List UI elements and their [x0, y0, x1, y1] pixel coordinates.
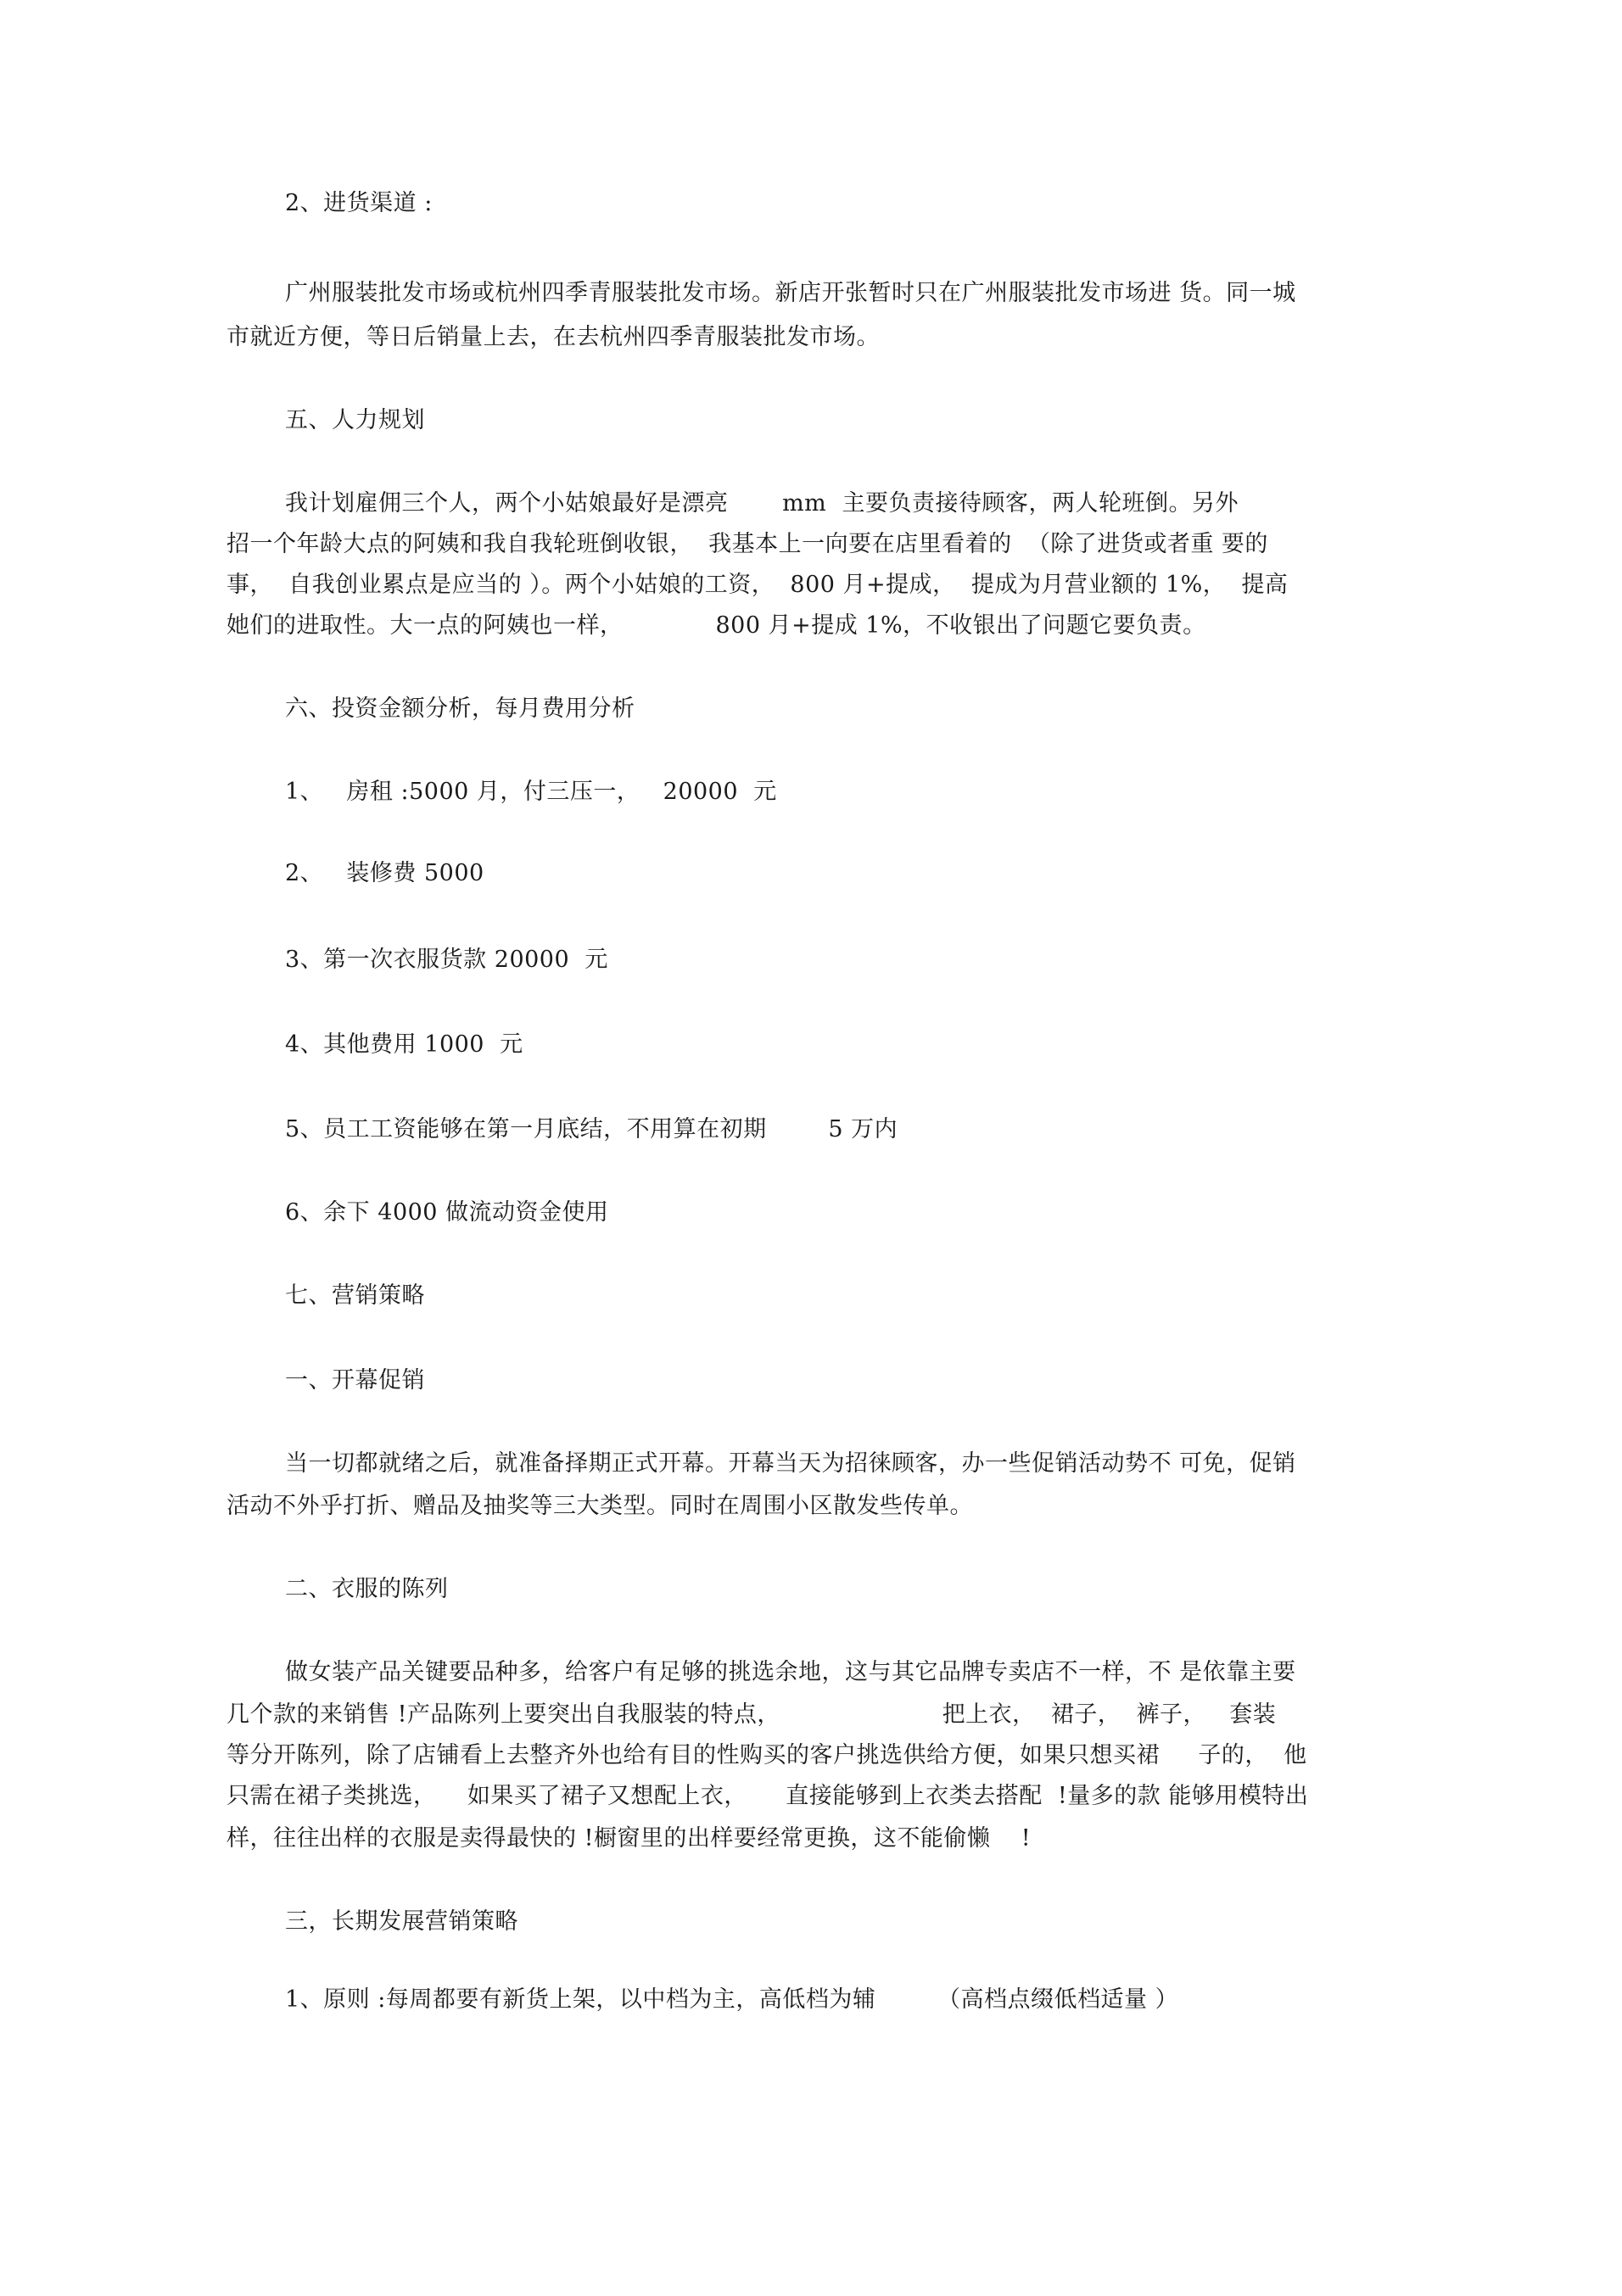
paragraph-line: 当一切都就绪之后，就准备择期正式开幕。开幕当天为招徕顾客，办一些促销活动势不 可免，促销: [285, 1450, 1296, 1477]
heading-staffing: 五、人力规划: [285, 407, 425, 433]
paragraph-line: 做女装产品关键要品种多，给客户有足够的挑选余地，这与其它品牌专卖店不一样，不 是依靠主要: [285, 1659, 1296, 1685]
paragraph-line: 活动不外乎打折、赠品及抽奖等三大类型。同时在周围小区散发些传单。: [227, 1493, 973, 1519]
paragraph-line: 广州服装批发市场或杭州四季青服装批发市场。新店开张暂时只在广州服装批发市场进 货。同一城: [285, 280, 1296, 306]
paragraph-line: 只需在裙子类挑选， 如果买了裙子又想配上衣， 直接能够到上衣类去搭配 !量多的款 能够用模特出: [227, 1783, 1309, 1809]
paragraph-line: 事， 自我创业累点是应当的 ）。两个小姑娘的工资， 800 月+提成， 提成为月营业额的 1%， 提高: [227, 572, 1289, 598]
list-item: 2、 装修费 5000: [285, 860, 484, 886]
heading-marketing: 七、营销策略: [285, 1282, 425, 1309]
heading-display: 二、衣服的陈列: [285, 1576, 449, 1602]
paragraph-line: 等分开陈列，除了店铺看上去整齐外也给有目的性购买的客户挑选供给方便，如果只想买裙 子的， 他: [227, 1742, 1307, 1768]
list-item: 3、第一次衣服货款 20000 元: [285, 947, 608, 973]
heading-opening-promotion: 一、开幕促销: [285, 1367, 425, 1394]
list-item: 5、员工工资能够在第一月底结，不用算在初期 5 万内: [285, 1116, 898, 1142]
paragraph-line: 她们的进取性。大一点的阿姨也一样， 800 月+提成 1%，不收银出了问题它要负责。: [227, 612, 1206, 639]
paragraph-line: 招一个年龄大点的阿姨和我自我轮班倒收银， 我基本上一向要在店里看着的 （除了进货或者重 要的: [227, 531, 1268, 557]
paragraph-line: 市就近方便，等日后销量上去，在去杭州四季青服装批发市场。: [227, 324, 880, 350]
heading-investment: 六、投资金额分析，每月费用分析: [285, 696, 635, 722]
paragraph-line: 样，往往出样的衣服是卖得最快的 !橱窗里的出样要经常更换，这不能偷懒 !: [227, 1825, 1032, 1852]
paragraph-line: 我计划雇佣三个人，两个小姑娘最好是漂亮 mm 主要负责接待顾客，两人轮班倒。另外: [285, 490, 1239, 517]
heading-purchase-channel: 2、进货渠道 :: [285, 190, 433, 216]
list-item: 6、余下 4000 做流动资金使用: [285, 1199, 609, 1226]
list-item: 1、原则 :每周都要有新货上架，以中档为主，高低档为辅 （高档点缀低档适量 ）: [285, 1986, 1179, 2013]
heading-long-term-strategy: 三，长期发展营销策略: [285, 1908, 518, 1935]
list-item: 1、 房租 :5000 月，付三压一， 20000 元: [285, 779, 777, 805]
paragraph-line: 几个款的来销售 !产品陈列上要突出自我服装的特点， 把上衣， 裙子， 裤子， 套装: [227, 1701, 1277, 1728]
list-item: 4、其他费用 1000 元: [285, 1031, 523, 1058]
